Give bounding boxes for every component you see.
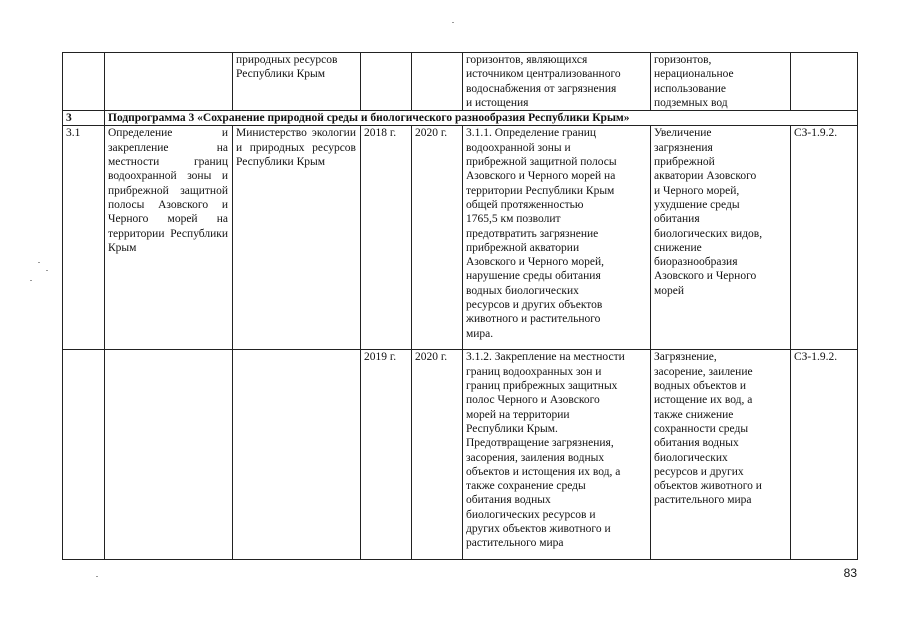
cell-indicator: СЗ-1.9.2. [791,350,858,560]
cell-consequence: Увеличение загрязнения прибрежной акватории Азовского и Черного морей, ухудшение среды обитания биологических видов, снижение биоразнообразия Азовского и Черного морей [651,126,791,350]
cell-indicator: СЗ-1.9.2. [791,126,858,350]
table-row-3-1-2 [63,350,858,560]
cell-end: 2020 г. [412,126,463,350]
cell-start: 2018 г. [361,126,412,350]
scan-speck [96,576,98,577]
page-number: 83 [843,566,857,580]
cell-num [63,53,105,111]
section-title: Подпрограмма 3 «Сохранение природной среды и биологического разнообразия Республики Крым» [105,111,858,126]
scan-speck [38,262,40,263]
cell-executor [233,350,361,560]
cell-num [63,350,105,560]
scan-speck [452,22,454,23]
cell-executor: Министерство экологии и природных ресурсов Республики Крым [233,126,361,350]
measures-table [62,52,858,560]
cell-consequence: Загрязнение, засорение, заиление водных объектов и истощение их вод, а также снижение сохранности среды обитания водных биологических ресурсов и других объектов животного и растительного мира [651,350,791,560]
section-number: 3 [63,111,105,126]
table-row-continued [63,53,858,111]
cell-executor: природных ресурсов Республики Крым [233,53,361,111]
table-row-section [63,111,858,126]
cell-measure [105,53,233,111]
scan-speck [46,270,48,271]
cell-end [412,53,463,111]
table-row-3-1 [63,126,858,350]
cell-measure: Определение и закрепление на местности границ водоохранной зоны и прибрежной защитной полосы Азовского и Черного морей на территории Республики Крым [105,126,233,350]
cell-result: 3.1.2. Закрепление на местности границ водоохранных зон и границ прибрежных защитных полос Черного и Азовского морей на территории Республики Крым. Предотвращение загрязнения, засорения, заиления водных объектов и истощения их вод, а также сохранение среды обитания водных биологических ресурсов и других объектов животного и растительного мира [463,350,651,560]
cell-result: 3.1.1. Определение границ водоохранной зоны и прибрежной защитной полосы Азовского и Черного морей на территории Республики Крым общей протяженностью 1765,5 км позволит предотвратить загрязнение прибрежной акватории Азовского и Черного морей, нарушение среды обитания водных биологических ресурсов и других объектов животного и растительного мира. [463,126,651,350]
scan-speck [30,280,32,281]
cell-consequence: горизонтов, нерациональное использование подземных вод [651,53,791,111]
cell-start [361,53,412,111]
cell-num: 3.1 [63,126,105,350]
cell-start: 2019 г. [361,350,412,560]
cell-indicator [791,53,858,111]
cell-end: 2020 г. [412,350,463,560]
cell-measure [105,350,233,560]
cell-result: горизонтов, являющихся источником централизованного водоснабжения от загрязнения и истощения [463,53,651,111]
